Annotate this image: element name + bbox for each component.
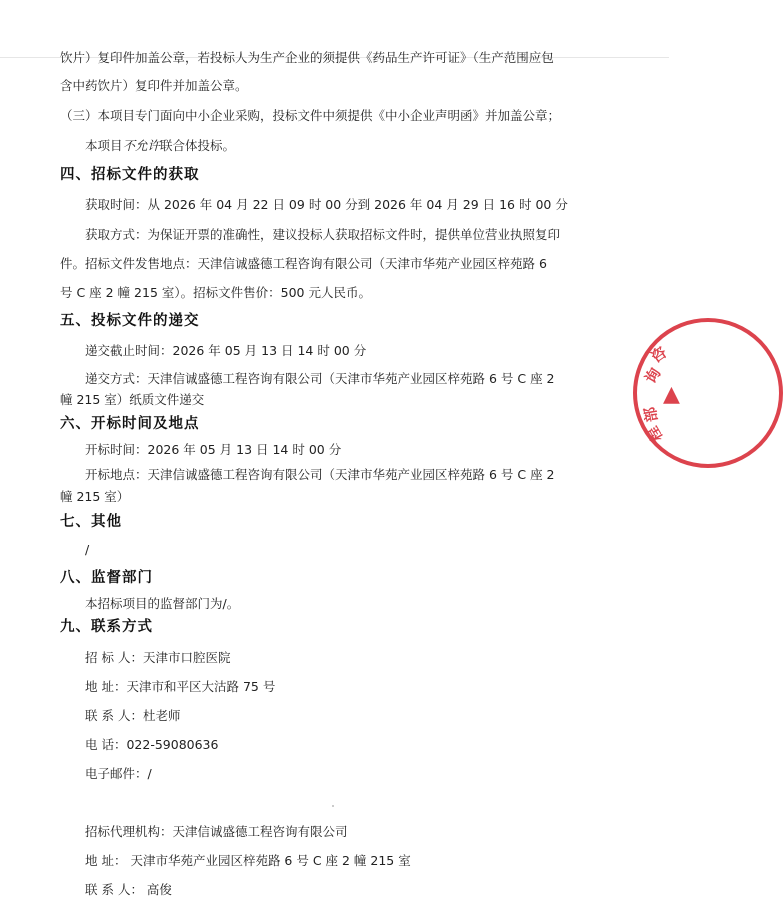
section-6-heading: 六、开标时间及地点 <box>60 416 200 432</box>
stamp-star-icon: ▲ <box>663 382 680 407</box>
other-content: / <box>85 542 90 557</box>
consortium-suffix: 联合体投标。 <box>160 138 236 153</box>
agency-address-line: 地 址： 天津市华苑产业园区梓苑路 6 号 C 座 2 幢 215 室 <box>85 853 411 868</box>
stamp-char-1: 咨 <box>647 343 671 367</box>
consortium-line <box>85 137 235 155</box>
supervision-content: 本招标项目的监督部门为/。 <box>85 596 240 611</box>
tenderer-email-line: 电子邮件：/ <box>85 766 152 781</box>
consortium-italic: 不允许 <box>122 138 161 153</box>
acquire-method-line-2: 件。招标文件发售地点：天津信诚盛德工程咨询有限公司（天津市华苑产业园区梓苑路 6 <box>60 256 547 271</box>
acquire-method-line-3: 号 C 座 2 幢 215 室）。招标文件售价：500 元人民币。 <box>60 285 371 300</box>
tenderer-phone-line: 电 话：022-59080636 <box>85 737 219 752</box>
consortium-prefix: 本项目 <box>85 138 123 153</box>
agency-line: 招标代理机构：天津信诚盛德工程咨询有限公司 <box>85 824 348 839</box>
tenderer-line: 招 标 人：天津市口腔医院 <box>85 650 231 665</box>
sme-line-1: （三）本项目专门面向中小企业采购，投标文件中须提供《中小企业声明函》并加盖公章； <box>60 108 561 123</box>
agency-contact-line: 联 系 人： 高俊 <box>85 882 172 897</box>
submit-method-line-1: 递交方式：天津信诚盛德工程咨询有限公司（天津市华苑产业园区梓苑路 6 号 C 座 2 <box>85 371 555 386</box>
opening-place-line-1: 开标地点：天津信诚盛德工程咨询有限公司（天津市华苑产业园区梓苑路 6 号 C 座 2 <box>85 467 555 482</box>
acquire-method-line-1: 获取方式：为保证开票的准确性，建议投标人获取招标文件时，提供单位营业执照复印 <box>85 227 561 242</box>
scan-speck <box>332 805 334 807</box>
continued-line-1: 饮片）复印件加盖公章，若投标人为生产企业的须提供《药品生产许可证》（生产范围应包 <box>60 50 554 65</box>
stamp-char-4: 程 <box>643 423 667 446</box>
section-5-heading: 五、投标文件的递交 <box>60 313 200 329</box>
tenderer-contact-line: 联 系 人：杜老师 <box>85 708 181 723</box>
submit-method-line-2: 幢 215 室）纸质文件递交 <box>60 392 205 407</box>
section-7-heading: 七、其他 <box>60 514 122 530</box>
stamp-char-3: 部 <box>640 405 662 424</box>
opening-place-line-2: 幢 215 室） <box>60 489 130 504</box>
section-8-heading: 八、监督部门 <box>60 570 153 586</box>
continued-line-2: 含中药饮片）复印件并加盖公章。 <box>60 78 248 93</box>
company-seal-stamp <box>633 318 783 468</box>
section-9-heading: 九、联系方式 <box>60 619 153 635</box>
stamp-char-2: 询 <box>641 364 665 387</box>
tenderer-address-line: 地 址：天津市和平区大沽路 75 号 <box>85 679 276 694</box>
opening-time: 开标时间：2026 年 05 月 13 日 14 时 00 分 <box>85 442 342 457</box>
submit-deadline: 递交截止时间：2026 年 05 月 13 日 14 时 00 分 <box>85 343 367 358</box>
acquire-time: 获取时间：从 2026 年 04 月 22 日 09 时 00 分到 2026 年 04 月 29 日 16 时 00 分 <box>85 197 568 212</box>
section-4-heading: 四、招标文件的获取 <box>60 167 200 183</box>
